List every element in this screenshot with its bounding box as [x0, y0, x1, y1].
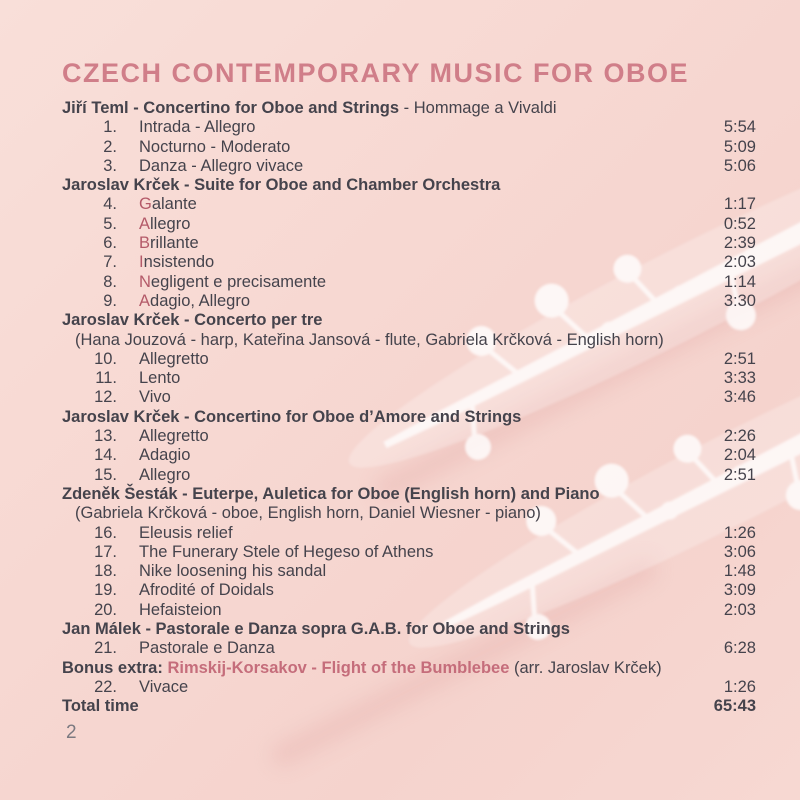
- track-duration: 5:06: [723, 156, 756, 175]
- track-number: 14.: [94, 446, 117, 465]
- section-heading-text: Jiří Teml - Concertino for Oboe and Strings: [62, 99, 400, 117]
- track-title: [139, 118, 255, 137]
- track-number: 8.: [103, 272, 117, 291]
- tracklist-content: [62, 57, 756, 717]
- track-duration: 5:54: [723, 118, 756, 137]
- track-title-lead-letter: B: [139, 234, 151, 253]
- track-title: [139, 678, 188, 697]
- track-number: 10.: [94, 349, 117, 368]
- track-duration: 1:26: [723, 523, 756, 542]
- track-title-text: Allegretto: [139, 427, 209, 446]
- track-number: 3.: [103, 156, 117, 175]
- section-heading-text: Jaroslav Krček - Suite for Oboe and Chamber Orchestra: [62, 176, 501, 195]
- track-row: [62, 678, 756, 697]
- track-duration: 3:33: [723, 369, 756, 388]
- track-number: 11.: [95, 369, 117, 388]
- section-heading-text: Jaroslav Krček - Concertino for Oboe d’Amore and Strings: [62, 407, 522, 426]
- total-time-row: [62, 697, 756, 716]
- track-title-text: Allegro: [139, 465, 191, 484]
- track-row: [62, 157, 756, 176]
- track-title-text: alante: [151, 195, 197, 214]
- track-title: [139, 466, 190, 485]
- section-heading: [62, 311, 756, 330]
- track-title-text: Pastorale e Danza: [139, 639, 275, 658]
- track-number: 20.: [94, 600, 117, 619]
- track-row: [62, 195, 756, 214]
- track-duration: 1:48: [723, 562, 756, 581]
- track-number: 21.: [94, 639, 117, 658]
- track-title-text: Intrada - Allegro: [139, 118, 256, 137]
- track-number: 17.: [94, 542, 117, 561]
- track-duration: 3:30: [723, 291, 756, 310]
- track-duration: 3:06: [723, 542, 756, 561]
- track-number: 13.: [94, 427, 117, 446]
- section-heading-text: Rimskij-Korsakov - Flight of the Bumblebee: [167, 658, 510, 677]
- track-number: 9.: [103, 291, 117, 310]
- track-number: 7.: [103, 253, 117, 272]
- track-duration: 1:26: [723, 677, 756, 696]
- section-heading: [62, 99, 756, 118]
- album-title: CZECH CONTEMPORARY MUSIC FOR OBOE: [62, 58, 690, 88]
- track-row: [62, 138, 756, 157]
- track-number: 12.: [94, 388, 117, 407]
- track-title: [139, 427, 209, 446]
- track-title-text: Vivace: [139, 677, 189, 696]
- track-title-text: Eleusis relief: [139, 523, 233, 542]
- section-heading-text: - Hommage a Vivaldi: [399, 99, 557, 117]
- track-title: [139, 524, 233, 543]
- track-title-text: Danza - Allegro vivace: [139, 156, 304, 175]
- section-heading-text: Bonus extra:: [62, 658, 168, 677]
- track-title: [139, 234, 199, 253]
- track-duration: 0:52: [723, 214, 756, 233]
- track-row: [62, 234, 756, 253]
- track-row: [62, 369, 756, 388]
- track-row: [62, 215, 756, 234]
- section-heading-text: Jan Málek - Pastorale e Danza sopra G.A.B. for Oboe and Strings: [62, 620, 570, 639]
- track-title: [139, 639, 275, 658]
- track-duration: 1:14: [723, 272, 756, 291]
- track-title: [139, 562, 326, 581]
- section-heading: [62, 408, 756, 427]
- section-heading: [62, 620, 756, 639]
- track-title: [139, 369, 180, 388]
- track-number: 4.: [103, 195, 117, 214]
- track-duration: 2:03: [723, 253, 756, 272]
- track-number: 22.: [94, 677, 117, 696]
- track-duration: 2:51: [723, 465, 756, 484]
- track-title-text: Adagio: [139, 446, 191, 465]
- track-duration: 2:03: [723, 600, 756, 619]
- performers-note: (Hana Jouzová - harp, Kateřina Jansová - flute, Gabriela Krčková - English horn): [75, 330, 664, 349]
- track-title: [139, 581, 274, 600]
- track-row: [62, 350, 756, 369]
- track-number: 16.: [94, 523, 117, 542]
- track-number: 2.: [103, 137, 117, 156]
- track-title: [139, 601, 222, 620]
- track-row: [62, 581, 756, 600]
- track-title-text: Afrodité of Doidals: [139, 581, 274, 600]
- track-title: [139, 350, 209, 369]
- track-title: [139, 195, 197, 214]
- track-title: [139, 446, 190, 465]
- total-time-label: Total time: [62, 697, 139, 716]
- track-row: [62, 427, 756, 446]
- track-title-text: Nike loosening his sandal: [139, 562, 327, 581]
- track-duration: 2:26: [723, 427, 756, 446]
- section-heading-text: Zdeněk Šesták - Euterpe, Auletica for Oboe (English horn) and Piano: [62, 484, 600, 503]
- track-duration: 3:09: [723, 581, 756, 600]
- track-title: [139, 388, 171, 407]
- section-heading-text: Jaroslav Krček - Concerto per tre: [62, 311, 323, 330]
- track-title: [139, 215, 190, 234]
- track-number: 5.: [103, 214, 117, 233]
- track-title-lead-letter: I: [139, 253, 144, 272]
- track-duration: 1:17: [723, 195, 756, 214]
- track-number: 18.: [94, 562, 117, 581]
- track-row: [62, 273, 756, 292]
- track-number: 6.: [103, 234, 117, 253]
- track-row: [62, 524, 756, 543]
- track-title-text: Lento: [139, 369, 181, 388]
- track-row: [62, 562, 756, 581]
- track-list: [62, 99, 756, 697]
- track-title-lead-letter: N: [139, 272, 151, 291]
- track-row: [62, 253, 756, 272]
- track-duration: 2:51: [723, 349, 756, 368]
- track-title-text: Allegretto: [139, 349, 209, 368]
- track-title: [139, 543, 433, 562]
- track-duration: 6:28: [723, 639, 756, 658]
- track-duration: 5:09: [723, 137, 756, 156]
- track-duration: 3:46: [723, 388, 756, 407]
- track-title-text: Hefaisteion: [139, 600, 222, 619]
- track-row: [62, 466, 756, 485]
- track-number: 15.: [94, 465, 117, 484]
- track-row: [62, 388, 756, 407]
- track-title-text: dagio, Allegro: [150, 291, 251, 310]
- track-row: [62, 292, 756, 311]
- track-title-lead-letter: A: [139, 214, 151, 233]
- track-title: [139, 273, 326, 292]
- track-title-text: llegro: [150, 214, 191, 233]
- track-row: [62, 601, 756, 620]
- track-duration: 2:04: [723, 446, 756, 465]
- page-number: 2: [66, 722, 77, 743]
- track-title-text: nsistendo: [143, 253, 215, 272]
- track-title: [139, 138, 290, 157]
- total-time-value: 65:43: [713, 697, 756, 716]
- track-title-text: egligent e precisamente: [150, 272, 327, 291]
- section-heading: [62, 659, 756, 678]
- track-title: [139, 253, 214, 272]
- performers-note: (Gabriela Krčková - oboe, English horn, Daniel Wiesner - piano): [75, 504, 541, 523]
- track-number: 1.: [103, 118, 117, 137]
- track-title: [139, 157, 303, 176]
- track-title-text: rillante: [150, 234, 199, 253]
- track-title-text: Vivo: [139, 388, 171, 407]
- section-heading: [62, 176, 756, 195]
- track-title: [139, 292, 250, 311]
- track-title-text: The Funerary Stele of Hegeso of Athens: [139, 542, 434, 561]
- section-heading: [62, 485, 756, 504]
- track-row: [62, 446, 756, 465]
- track-row: [62, 639, 756, 658]
- track-title-text: Nocturno - Moderato: [139, 137, 291, 156]
- track-row: [62, 543, 756, 562]
- track-title-lead-letter: A: [139, 291, 151, 310]
- track-title-lead-letter: G: [139, 195, 152, 214]
- track-number: 19.: [94, 581, 117, 600]
- track-row: [62, 118, 756, 137]
- section-heading-text: (arr. Jaroslav Krček): [509, 658, 662, 677]
- track-duration: 2:39: [723, 234, 756, 253]
